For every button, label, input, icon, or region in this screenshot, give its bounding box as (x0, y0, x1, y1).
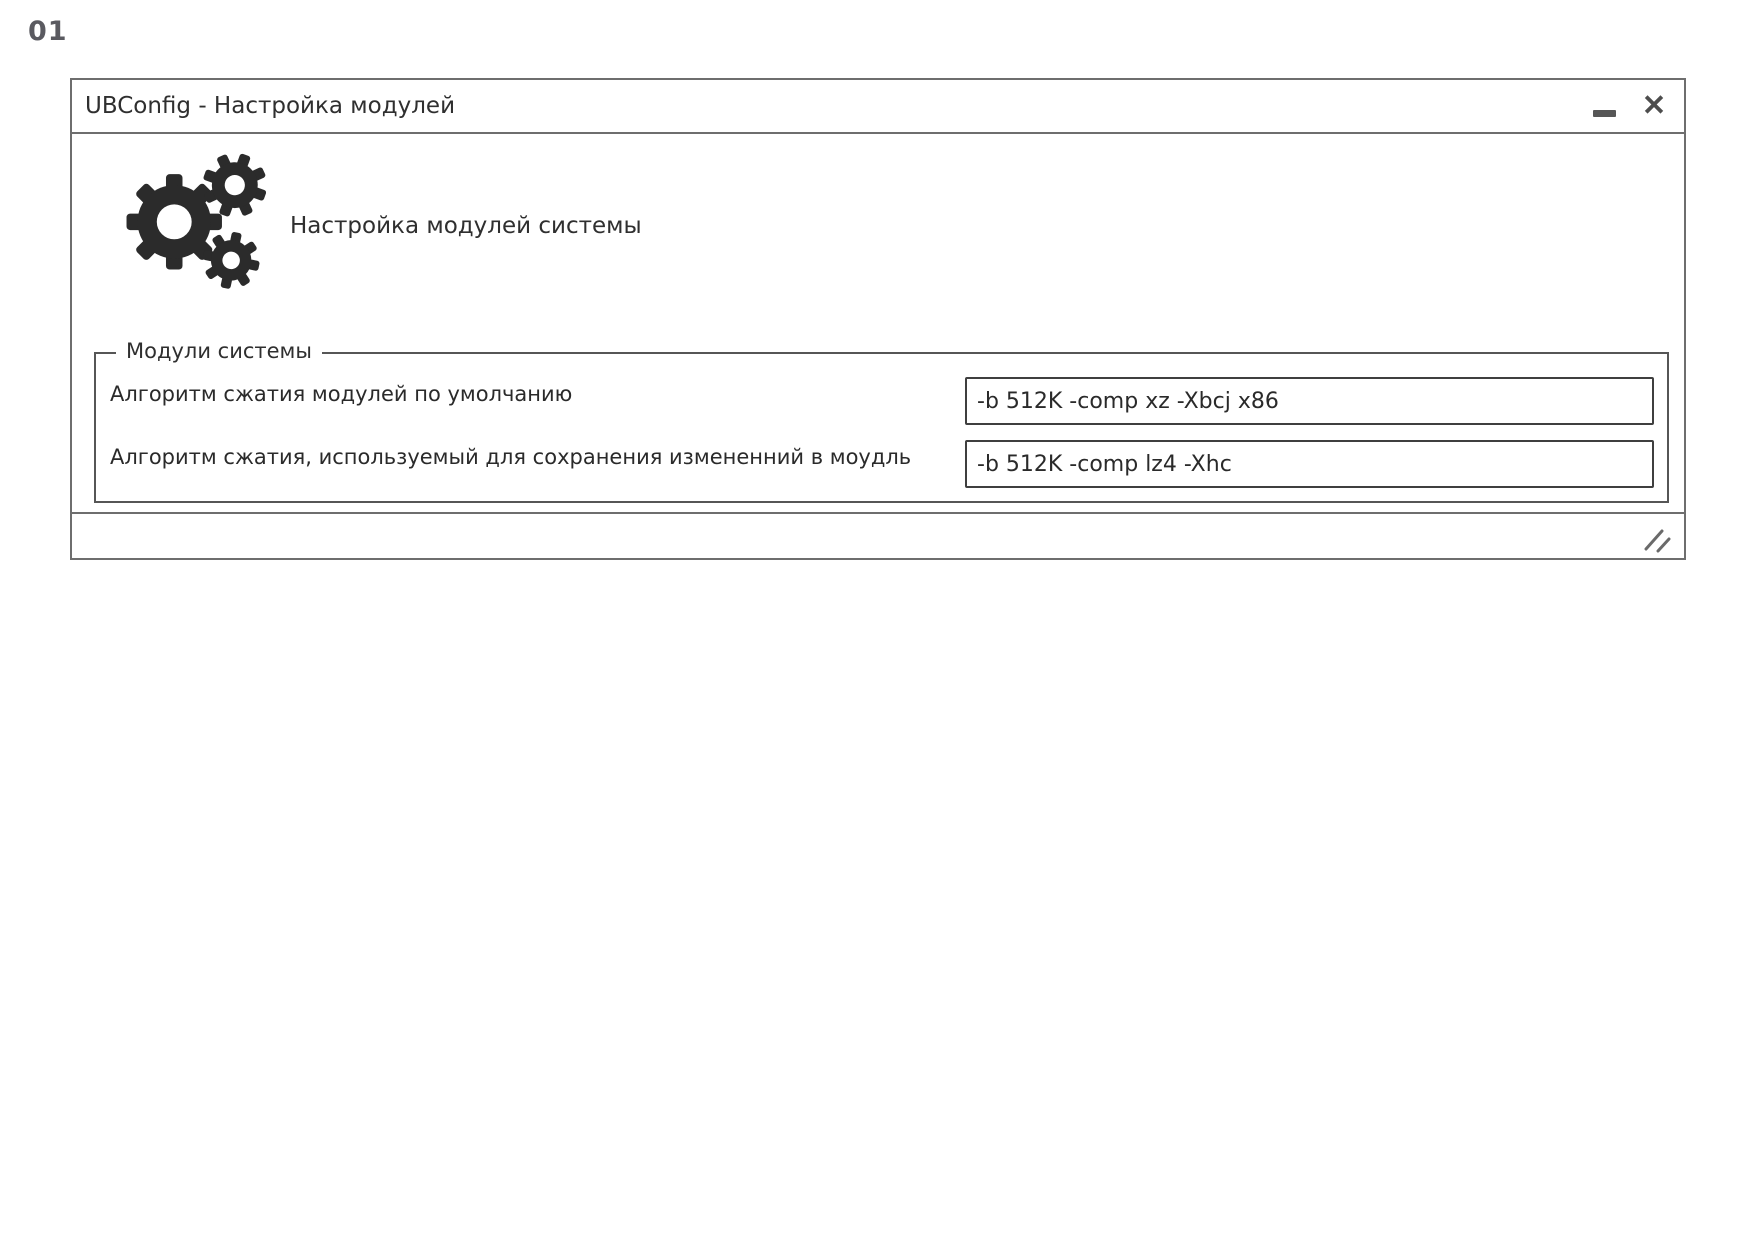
field-label-default-compression: Алгоритм сжатия модулей по умолчанию (110, 382, 573, 406)
status-bar (72, 512, 1684, 558)
compression-save-input[interactable] (965, 440, 1654, 488)
window-title: UBConfig - Настройка модулей (85, 93, 456, 119)
dialog-heading: Настройка модулей системы (290, 213, 642, 239)
groupbox-legend: Модули системы (116, 339, 322, 363)
minimize-button[interactable] (1582, 80, 1626, 132)
gears-icon (110, 150, 266, 290)
modules-groupbox (94, 339, 1669, 503)
figure-number: 01 (28, 16, 68, 47)
ubconfig-window (70, 78, 1686, 560)
close-icon: ✕ (1641, 89, 1667, 122)
minimize-icon (1593, 110, 1616, 117)
dialog-content (72, 136, 1684, 512)
close-button[interactable] (1632, 80, 1676, 132)
field-label-save-compression: Алгоритм сжатия, используемый для сохранения измененний в моудль (110, 445, 912, 469)
compression-default-input[interactable] (965, 377, 1654, 425)
resize-grip-icon[interactable] (1642, 527, 1674, 553)
title-bar (72, 80, 1684, 134)
